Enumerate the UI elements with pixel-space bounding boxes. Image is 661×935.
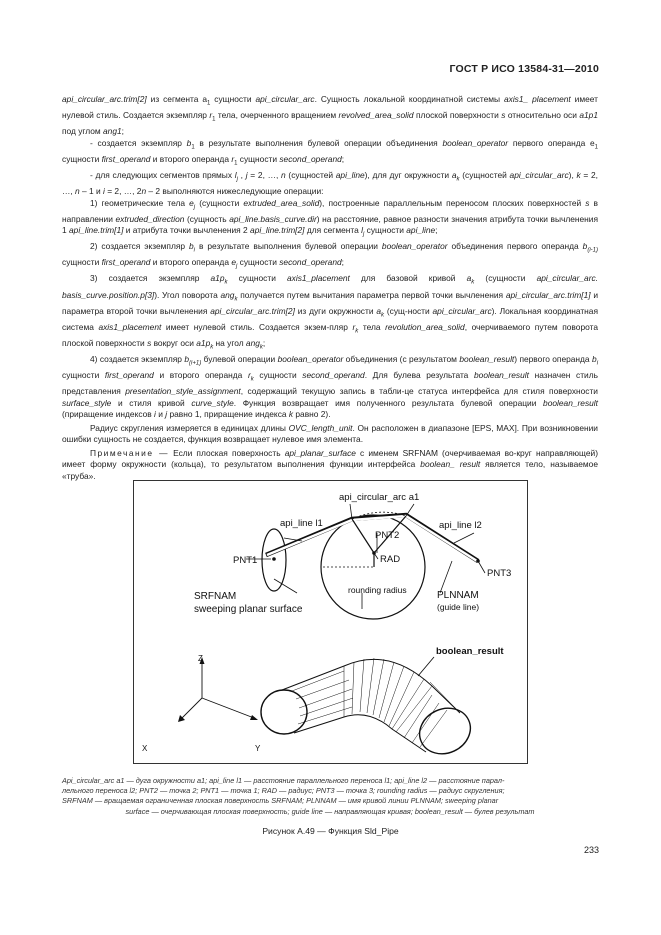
paragraph-1: api_circular_arc.trim[2] из сегмента $a_1$ сущности api_circular_arc. Сущность локальной координатной системы axis1_ placement имеет нулевой стиль. Создается экземпляр $r_1$ тела, очерченного вращением revolved_area_solid плоской поверхности s относительно оси a1p1 под углом ang1; (62, 94, 598, 137)
figure-caption (62, 776, 598, 817)
paragraph-5: 2) создается экземпляр $b_i$ в результате выполнения булевой операции boolean_operator объединения первого операнда $b_{(i-1)}$ сущности first_operand и второго операнда $e_j$ сущности second_operand; (62, 241, 599, 271)
axis-z: Z (198, 654, 203, 663)
label-arc: api_circular_arc a1 (339, 492, 420, 503)
paragraph-7: 4) создается экземпляр $b_{(i+1)}$ булевой операции boolean_operator объединения (с результатом boolean_result) первого операнда $b_i$ сущности first_operand и второго операнда $r_k$ сущности second_operand. Для булева результата boolean_result назначен стиль представления presentation_style_assignment, содержащий текущую запись в табли-це статуса интерфейса для стиля поверхности surface_style и стиля кривой curve_style. Функция возвращает имя полученного результата булевой операции boolean_result (приращение индексов i и j равно 1, приращение индекса k равно 2). (62, 354, 599, 420)
caption-line-4: surface — очерчивающая плоская поверхность; guide line — направляющая кривая; boolean_result — булев результат (125, 806, 535, 816)
figure-title: Рисунок А.49 — Функция Sld_Pipe (262, 826, 399, 836)
label-line2: api_line l2 (439, 520, 482, 531)
caption-line-1: Api_circular_arc a1 — дуга окружности a1; api_line l1 — расстояние параллельного переноса l1; api_line l2 — расстояние парал- (62, 776, 505, 785)
axis-x: X (142, 744, 148, 753)
label-line1: api_line l1 (280, 518, 323, 529)
paragraph-3: - для следующих сегментов прямых $l_j$ , j = 2, …, n (сущностей api_line), для дуг окружности $a_k$ (сущностей api_circular_arc), k = 2, …, n – 1 и i = 2, …, 2n – 2 выполняются нижеследующие операции: (62, 169, 599, 197)
standard-header: ГОСТ Р ИСО 13584-31—2010 (449, 63, 599, 75)
label-rad: RAD (380, 554, 401, 565)
label-pnt1: PNT1 (233, 555, 258, 566)
label-plnnam: PLNNAM (437, 590, 479, 601)
rad-line-1 (352, 519, 374, 553)
page-number: 233 (583, 845, 599, 855)
label-pnt3: PNT3 (487, 568, 512, 579)
paragraph-4: 1) геометрические тела $e_j$ (сущности extruded_area_solid), построенные параллельным переносом плоских поверхностей s в направлении extruded_direction (сущность api_line.basis_curve.dir) на расстояние, равное разности значения атрибута точки вычленения 1 api_line.trim[1] и атрибута точки вычленения 2 api_line.trim[2] для сегмента $l_j$ сущности api_line; (62, 197, 598, 238)
label-rounding: rounding radius (348, 585, 407, 595)
label-pnt2: PNT2 (375, 530, 400, 541)
note-label: Примечание — (90, 447, 169, 458)
paragraph-6: 3) создается экземпляр $a1p_k$ сущности axis1_placement для базовой кривой $a_k$ (сущности api_circular_arc. basis_curve.position.p[3]). Угол поворота ang$_k$ получается путем вычитания параметра первой точки вычленения api_circular_arc.trim[1] и параметра второй точки вычленения api_circular_arc.trim[2] из дуги окружности $a_k$ (сущ-ности api_circular_arc). Локальная координатная система axis1_placement имеет нулевой стиль. Создается экзем-пляр $r_k$ тела revolution_area_solid, очерчиваемого путем поворота плоской поверхности s вокруг оси $a1p_k$ на угол ang$_k$; (62, 273, 599, 351)
figure-drawing (134, 481, 529, 765)
paragraph-2: - создается экземпляр $b_1$ в результате выполнения булевой операции объединения boolean_operator первого операнда $e_1$ сущности first_operand и второго операнда $r_1$ сущности second_operand; (62, 137, 598, 167)
label-srfnam: SRFNAM (194, 591, 237, 602)
axis-y: Y (255, 744, 261, 753)
label-boolean: boolean_result (436, 646, 504, 657)
caption-line-3: SRFNAM — вращаемая ограниченная плоская поверхность SRFNAM; PLNNAM — имя кривой линии PLNNAM; sweeping planar (62, 796, 499, 806)
body-text (62, 94, 598, 482)
paragraph-8: Радиус скругления измеряется в единицах длины OVC_length_unit. Он расположен в диапазоне [EPS, MAX]. При возникновении ошибки сущность не создается, функция возвращает нулевое имя элемента. (62, 422, 598, 445)
label-guide: (guide line) (437, 602, 480, 612)
caption-line-2: лельного переноса l2; PNT2 — точка 2; PNT1 — точка 1; RAD — радиус; PNT3 — точка 3; rounding radius — радиус скругления; (62, 786, 505, 796)
figure-sld-pipe (133, 480, 528, 764)
label-sweeping: sweeping planar surface (194, 604, 303, 615)
paragraph-note: Примечание — Если плоская поверхность api_planar_surface с именем SRFNAM (очерчиваемая во-круг направляющей) имеет форму окружности (кольца), то результатом выполнения функции интерфейса boolean_ result является тело, называемое «труба». (62, 447, 598, 481)
